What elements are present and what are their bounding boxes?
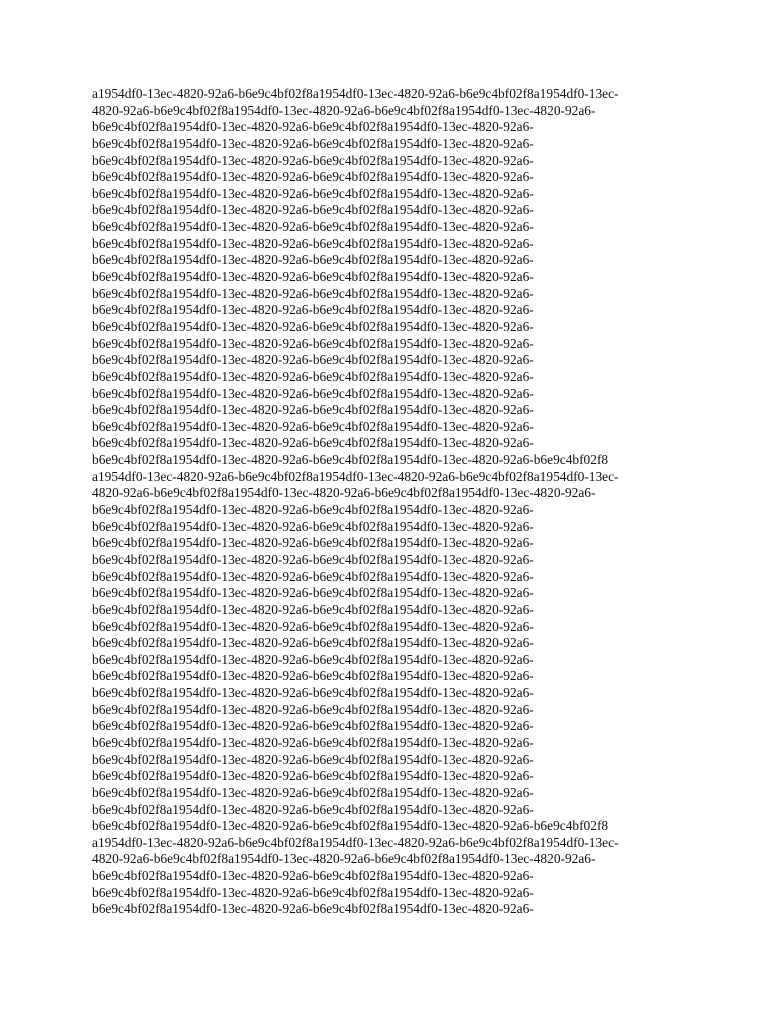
- text-line: b6e9c4bf02f8a1954df0-13ec-4820-92a6-b6e9c4bf02f8a1954df0-13ec-4820-92a6-: [92, 751, 534, 767]
- text-line: b6e9c4bf02f8a1954df0-13ec-4820-92a6-b6e9c4bf02f8a1954df0-13ec-4820-92a6-: [92, 635, 534, 651]
- text-line: b6e9c4bf02f8a1954df0-13ec-4820-92a6-b6e9c4bf02f8a1954df0-13ec-4820-92a6-: [92, 551, 534, 567]
- text-line: b6e9c4bf02f8a1954df0-13ec-4820-92a6-b6e9c4bf02f8a1954df0-13ec-4820-92a6-: [92, 152, 534, 168]
- body-text: [92, 86, 692, 918]
- text-line: b6e9c4bf02f8a1954df0-13ec-4820-92a6-b6e9c4bf02f8a1954df0-13ec-4820-92a6-: [92, 335, 534, 351]
- text-line: b6e9c4bf02f8a1954df0-13ec-4820-92a6-b6e9c4bf02f8a1954df0-13ec-4820-92a6-b6e9c4bf02f8: [92, 452, 609, 468]
- text-line: b6e9c4bf02f8a1954df0-13ec-4820-92a6-b6e9c4bf02f8a1954df0-13ec-4820-92a6-: [92, 318, 534, 334]
- text-line: b6e9c4bf02f8a1954df0-13ec-4820-92a6-b6e9c4bf02f8a1954df0-13ec-4820-92a6-: [92, 585, 534, 601]
- text-line: b6e9c4bf02f8a1954df0-13ec-4820-92a6-b6e9c4bf02f8a1954df0-13ec-4820-92a6-: [92, 734, 534, 750]
- text-line: b6e9c4bf02f8a1954df0-13ec-4820-92a6-b6e9c4bf02f8a1954df0-13ec-4820-92a6-: [92, 685, 534, 701]
- text-line: b6e9c4bf02f8a1954df0-13ec-4820-92a6-b6e9c4bf02f8a1954df0-13ec-4820-92a6-: [92, 651, 534, 667]
- text-line: a1954df0-13ec-4820-92a6-b6e9c4bf02f8a1954df0-13ec-4820-92a6-b6e9c4bf02f8a1954df0-13ec-: [92, 834, 619, 850]
- text-line: b6e9c4bf02f8a1954df0-13ec-4820-92a6-b6e9c4bf02f8a1954df0-13ec-4820-92a6-: [92, 235, 534, 251]
- text-line: b6e9c4bf02f8a1954df0-13ec-4820-92a6-b6e9c4bf02f8a1954df0-13ec-4820-92a6-: [92, 884, 534, 900]
- text-line: b6e9c4bf02f8a1954df0-13ec-4820-92a6-b6e9c4bf02f8a1954df0-13ec-4820-92a6-: [92, 801, 534, 817]
- text-line: b6e9c4bf02f8a1954df0-13ec-4820-92a6-b6e9c4bf02f8a1954df0-13ec-4820-92a6-: [92, 402, 534, 418]
- text-line: b6e9c4bf02f8a1954df0-13ec-4820-92a6-b6e9c4bf02f8a1954df0-13ec-4820-92a6-: [92, 718, 534, 734]
- text-line: b6e9c4bf02f8a1954df0-13ec-4820-92a6-b6e9c4bf02f8a1954df0-13ec-4820-92a6-b6e9c4bf02f8: [92, 818, 609, 834]
- text-line: b6e9c4bf02f8a1954df0-13ec-4820-92a6-b6e9c4bf02f8a1954df0-13ec-4820-92a6-: [92, 269, 534, 285]
- text-line: b6e9c4bf02f8a1954df0-13ec-4820-92a6-b6e9c4bf02f8a1954df0-13ec-4820-92a6-: [92, 302, 534, 318]
- text-line: b6e9c4bf02f8a1954df0-13ec-4820-92a6-b6e9c4bf02f8a1954df0-13ec-4820-92a6-: [92, 219, 534, 235]
- text-line: b6e9c4bf02f8a1954df0-13ec-4820-92a6-b6e9c4bf02f8a1954df0-13ec-4820-92a6-: [92, 668, 534, 684]
- text-line: b6e9c4bf02f8a1954df0-13ec-4820-92a6-b6e9c4bf02f8a1954df0-13ec-4820-92a6-: [92, 169, 534, 185]
- text-line: b6e9c4bf02f8a1954df0-13ec-4820-92a6-b6e9c4bf02f8a1954df0-13ec-4820-92a6-: [92, 618, 534, 634]
- text-line: b6e9c4bf02f8a1954df0-13ec-4820-92a6-b6e9c4bf02f8a1954df0-13ec-4820-92a6-: [92, 368, 534, 384]
- text-line: b6e9c4bf02f8a1954df0-13ec-4820-92a6-b6e9c4bf02f8a1954df0-13ec-4820-92a6-: [92, 568, 534, 584]
- text-line: b6e9c4bf02f8a1954df0-13ec-4820-92a6-b6e9c4bf02f8a1954df0-13ec-4820-92a6-: [92, 518, 534, 534]
- text-line: 4820-92a6-b6e9c4bf02f8a1954df0-13ec-4820-92a6-b6e9c4bf02f8a1954df0-13ec-4820-92a6-: [92, 851, 596, 867]
- text-line: b6e9c4bf02f8a1954df0-13ec-4820-92a6-b6e9c4bf02f8a1954df0-13ec-4820-92a6-: [92, 701, 534, 717]
- text-line: a1954df0-13ec-4820-92a6-b6e9c4bf02f8a1954df0-13ec-4820-92a6-b6e9c4bf02f8a1954df0-13ec-: [92, 468, 619, 484]
- text-line: b6e9c4bf02f8a1954df0-13ec-4820-92a6-b6e9c4bf02f8a1954df0-13ec-4820-92a6-: [92, 185, 534, 201]
- text-line: b6e9c4bf02f8a1954df0-13ec-4820-92a6-b6e9c4bf02f8a1954df0-13ec-4820-92a6-: [92, 502, 534, 518]
- text-line: b6e9c4bf02f8a1954df0-13ec-4820-92a6-b6e9c4bf02f8a1954df0-13ec-4820-92a6-: [92, 119, 534, 135]
- text-line: b6e9c4bf02f8a1954df0-13ec-4820-92a6-b6e9c4bf02f8a1954df0-13ec-4820-92a6-: [92, 868, 534, 884]
- text-line: 4820-92a6-b6e9c4bf02f8a1954df0-13ec-4820-92a6-b6e9c4bf02f8a1954df0-13ec-4820-92a6-: [92, 485, 596, 501]
- text-line: b6e9c4bf02f8a1954df0-13ec-4820-92a6-b6e9c4bf02f8a1954df0-13ec-4820-92a6-: [92, 285, 534, 301]
- text-line: a1954df0-13ec-4820-92a6-b6e9c4bf02f8a1954df0-13ec-4820-92a6-b6e9c4bf02f8a1954df0-13ec-: [92, 86, 619, 101]
- text-line: b6e9c4bf02f8a1954df0-13ec-4820-92a6-b6e9c4bf02f8a1954df0-13ec-4820-92a6-: [92, 252, 534, 268]
- text-line: b6e9c4bf02f8a1954df0-13ec-4820-92a6-b6e9c4bf02f8a1954df0-13ec-4820-92a6-: [92, 768, 534, 784]
- text-line: b6e9c4bf02f8a1954df0-13ec-4820-92a6-b6e9c4bf02f8a1954df0-13ec-4820-92a6-: [92, 135, 534, 151]
- text-line: 4820-92a6-b6e9c4bf02f8a1954df0-13ec-4820-92a6-b6e9c4bf02f8a1954df0-13ec-4820-92a6-: [92, 102, 596, 118]
- text-line: b6e9c4bf02f8a1954df0-13ec-4820-92a6-b6e9c4bf02f8a1954df0-13ec-4820-92a6-: [92, 385, 534, 401]
- text-line: b6e9c4bf02f8a1954df0-13ec-4820-92a6-b6e9c4bf02f8a1954df0-13ec-4820-92a6-: [92, 418, 534, 434]
- text-line: b6e9c4bf02f8a1954df0-13ec-4820-92a6-b6e9c4bf02f8a1954df0-13ec-4820-92a6-: [92, 202, 534, 218]
- text-line: b6e9c4bf02f8a1954df0-13ec-4820-92a6-b6e9c4bf02f8a1954df0-13ec-4820-92a6-: [92, 601, 534, 617]
- text-line: b6e9c4bf02f8a1954df0-13ec-4820-92a6-b6e9c4bf02f8a1954df0-13ec-4820-92a6-: [92, 535, 534, 551]
- text-line: b6e9c4bf02f8a1954df0-13ec-4820-92a6-b6e9c4bf02f8a1954df0-13ec-4820-92a6-: [92, 901, 534, 917]
- text-line: b6e9c4bf02f8a1954df0-13ec-4820-92a6-b6e9c4bf02f8a1954df0-13ec-4820-92a6-: [92, 784, 534, 800]
- text-line: b6e9c4bf02f8a1954df0-13ec-4820-92a6-b6e9c4bf02f8a1954df0-13ec-4820-92a6-: [92, 352, 534, 368]
- text-line: b6e9c4bf02f8a1954df0-13ec-4820-92a6-b6e9c4bf02f8a1954df0-13ec-4820-92a6-: [92, 435, 534, 451]
